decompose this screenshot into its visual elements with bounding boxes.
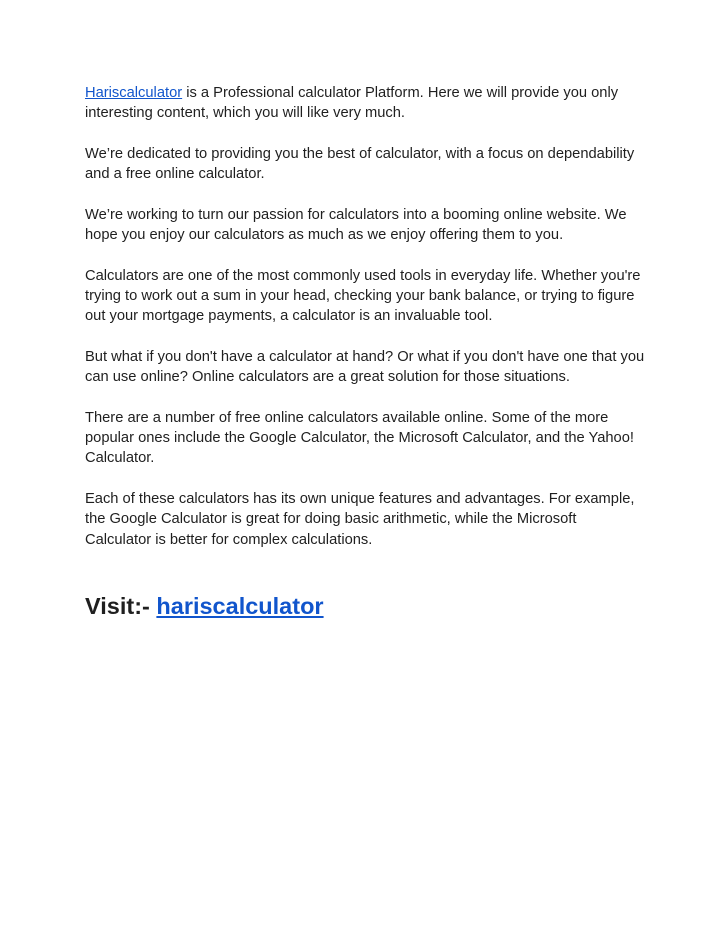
visit-label: Visit:- [85,592,157,619]
paragraph-features: Each of these calculators has its own unique features and advantages. For example, the Google Calculator is great for doing basic arithmetic, while the Microsoft Calculator is better for complex calculations. [85,490,635,548]
paragraph-dedication: We’re dedicated to providing you the best of calculator, with a focus on dependability and a free online calculator. [85,145,635,183]
visit-link[interactable]: hariscalculator [156,592,324,619]
paragraph-online-solution: But what if you don't have a calculator at hand? Or what if you don't have one that you can use online? Online calculators are a great solution for those situations. [85,348,645,386]
visit-heading [85,591,645,621]
paragraph-everyday-tools: Calculators are one of the most commonly used tools in everyday life. Whether you're trying to work out a sum in your head, checking your bank balance, or trying to figure out your mortgage payments, a calculator is an invaluable tool. [85,267,641,325]
paragraph-popular-calculators: There are a number of free online calculators available online. Some of the more popular ones include the Google Calculator, the Microsoft Calculator, and the Yahoo! Calculator. [85,409,634,467]
hariscalculator-link[interactable]: Hariscalculator [85,85,183,101]
document-body [85,83,645,621]
intro-paragraph [85,83,645,124]
intro-text: is a Professional calculator Platform. Here we will provide you only interesting content, which you will like very much. [85,85,619,122]
paragraph-passion: We’re working to turn our passion for calculators into a booming online website. We hope you enjoy our calculators as much as we enjoy offering them to you. [85,206,627,244]
